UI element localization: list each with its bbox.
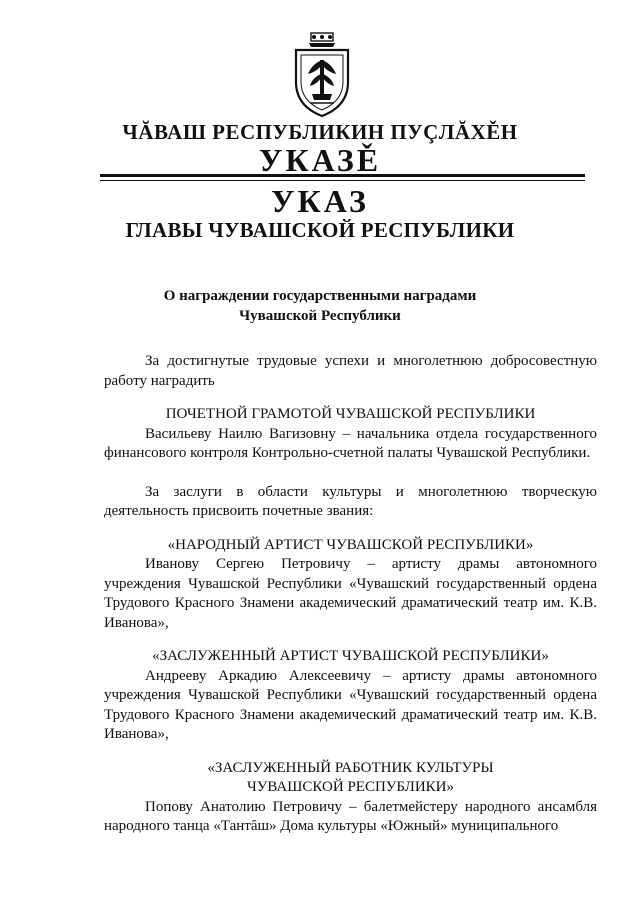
title-heading-people-artist: «НАРОДНЫЙ АРТИСТ ЧУВАШСКОЙ РЕСПУБЛИКИ» — [167, 536, 534, 553]
title-heading-culture-worker-2: ЧУВАШСКОЙ РЕСПУБЛИКИ» — [247, 779, 454, 795]
coat-of-arms-emblem-icon — [290, 30, 354, 120]
chuvash-header-line: ЧĂВАШ РЕСПУБЛИКИН ПУÇЛĂХĚН — [122, 120, 518, 144]
paragraph-ivanov: Иванову Сергею Петровичу – артисту драмы автономного учреждения Чувашской Республики «Чувашский государственный ордена Трудового Красного Знамени академический драматический театр им. К.В. Иванова», — [104, 556, 597, 631]
title-line-1: О награждении государственными наградами — [163, 288, 477, 304]
paragraph-vasilieva: Васильеву Наилю Вагизовну – начальника отдела государственного финансового контроля Контрольно-счетной палаты Чувашской Республики. — [104, 425, 597, 461]
title-line-2: Чувашской Республики — [239, 308, 401, 324]
paragraph-award-intro: За достигнутые трудовые успехи и многолетнюю добросовестную работу наградить — [104, 353, 597, 389]
header-divider-thin — [100, 180, 585, 181]
document-body — [104, 352, 597, 837]
paragraph-titles-intro: За заслуги в области культуры и многолетнюю творческую деятельность присвоить почетные звания: — [104, 483, 597, 519]
award-heading-gramota: ПОЧЕТНОЙ ГРАМОТОЙ ЧУВАШСКОЙ РЕСПУБЛИКИ — [165, 406, 536, 422]
header-subtitle: ГЛАВЫ ЧУВАШСКОЙ РЕСПУБЛИКИ — [125, 218, 515, 242]
paragraph-andreev: Андрееву Аркадию Алексеевичу – артисту драмы автономного учреждения Чувашской Республики «Чувашский государственный ордена Трудового Красного Знамени академический драматический театр им. К.В. Иванова», — [104, 667, 597, 742]
document-title — [0, 286, 640, 326]
paragraph-popov: Попову Анатолию Петровичу – балетмейстеру народного ансамбля народного танца «Тантăш» Дома культуры «Южный» муниципального — [104, 798, 597, 834]
ukaz-heading: УКАЗ — [271, 183, 369, 219]
header-divider-thick — [100, 174, 585, 177]
title-heading-culture-worker-1: «ЗАСЛУЖЕННЫЙ РАБОТНИК КУЛЬТУРЫ — [207, 759, 494, 776]
title-heading-honored-artist: «ЗАСЛУЖЕННЫЙ АРТИСТ ЧУВАШСКОЙ РЕСПУБЛИКИ» — [152, 648, 549, 664]
ukaze-heading: УКАЗĚ — [258, 142, 382, 178]
